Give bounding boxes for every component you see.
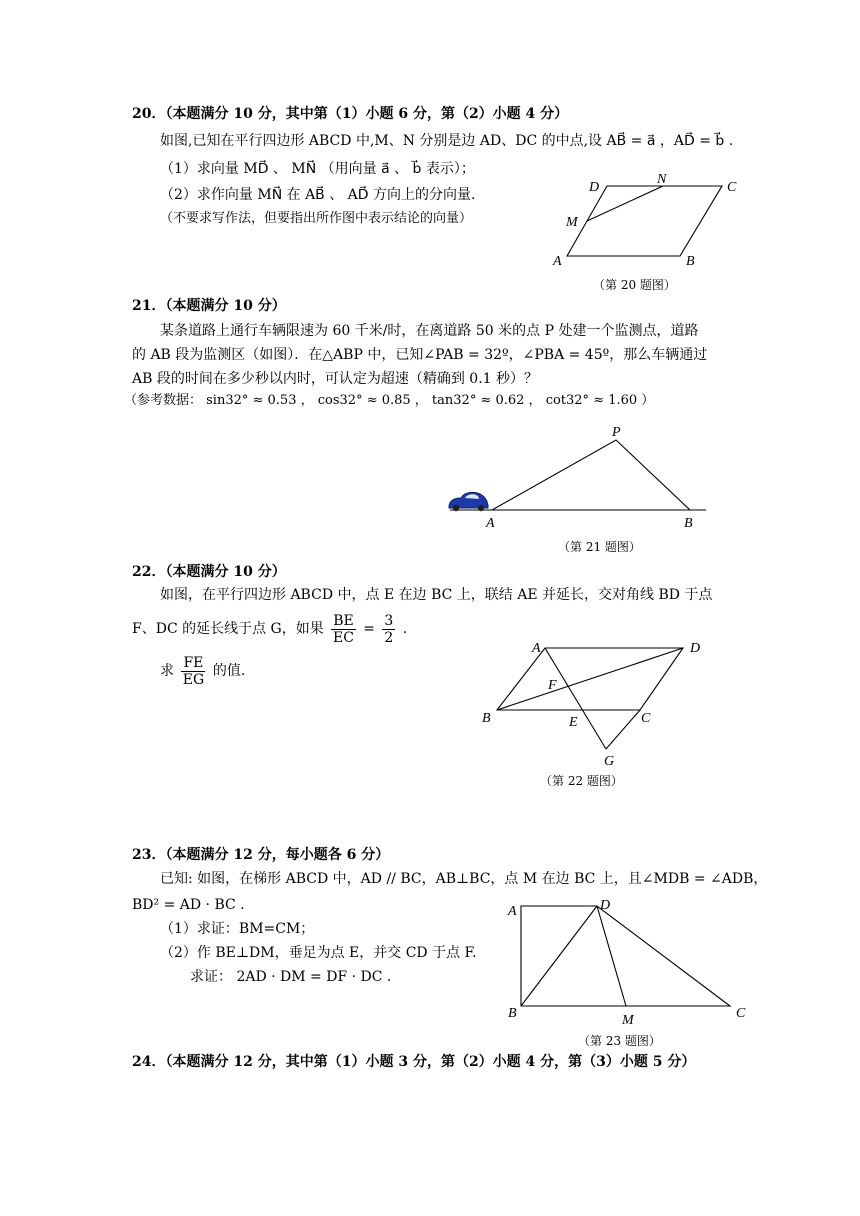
- diagonal-bd: [521, 906, 597, 1006]
- q24-header-text: ．（本题满分 12 分，其中第（1）小题 3 分，第（2）小题 4 分，第（3）小题 5 分）: [151, 1054, 696, 1070]
- q21-caption: （第 21 题图）: [558, 540, 641, 554]
- label-23-c: C: [736, 1006, 746, 1021]
- q23-line2: BD² = AD · BC .: [132, 897, 245, 913]
- q22-number: 22: [132, 564, 152, 580]
- ratio-fe-eg-numerator: FE: [183, 654, 204, 671]
- segment-dm: [597, 906, 626, 1006]
- ratio-value-denominator: 2: [384, 629, 394, 646]
- label-23-a: A: [508, 904, 517, 919]
- label-21-a: A: [486, 516, 495, 531]
- figure-21: [450, 440, 706, 510]
- q21-header-text: ．（本题满分 10 分）: [151, 298, 286, 314]
- q21-reference: （参考数据： sin32° ≈ 0.53 ， cos32° ≈ 0.85 ， tan32° ≈ 0.62 ， cot32° ≈ 1.60 ）: [124, 393, 655, 408]
- q23-number: 23: [132, 847, 152, 863]
- parallelogram-abcd: [567, 186, 722, 256]
- equals-sign: =: [363, 621, 375, 637]
- figure-22: [497, 648, 683, 749]
- q21-line1: 某条道路上通行车辆限速为 60 千米/时，在离道路 50 米的点 P 处建一个监测点，道路: [160, 323, 699, 339]
- label-20-d: D: [589, 180, 600, 195]
- q23-item3: 求证： 2AD · DM = DF · DC .: [190, 969, 392, 985]
- q22-line2-text: F、DC 的延长线于点 G，如果: [132, 621, 324, 637]
- label-21-p: P: [612, 425, 621, 440]
- q23-header-text: ．（本题满分 12 分，每小题各 6 分）: [151, 847, 390, 863]
- q22-line1: 如图，在平行四边形 ABCD 中，点 E 在边 BC 上，联结 AE 并延长，交对角线 BD 于点: [160, 587, 713, 603]
- ratio-fe-eg-denominator: EG: [182, 671, 205, 688]
- label-23-m: M: [622, 1013, 634, 1028]
- ratio-be-ec-denominator: EC: [332, 629, 354, 646]
- q22-ask-post: 的值.: [212, 663, 246, 679]
- label-20-n: N: [657, 172, 667, 187]
- q20-item1: （1）求向量 MD⃗ 、 MN⃗ （用向量 a⃗ 、 b⃗ 表示）；: [160, 161, 475, 177]
- label-22-a: A: [532, 641, 541, 656]
- q21-number: 21: [132, 298, 152, 314]
- q22-caption: （第 22 题图）: [540, 774, 623, 788]
- trapezoid-abcd: [521, 906, 730, 1006]
- label-22-b: B: [482, 711, 491, 726]
- label-20-m: M: [566, 215, 578, 230]
- q23-line1: 已知: 如图，在梯形 ABCD 中，AD // BC，AB⊥BC，点 M 在边 BC 上，且∠MDB = ∠ADB，: [160, 871, 768, 887]
- ratio-be-ec-numerator: BE: [333, 612, 354, 629]
- q22-ask-pre: 求: [160, 663, 174, 679]
- label-23-b: B: [508, 1006, 517, 1021]
- segment-ag: [545, 648, 606, 749]
- label-20-c: C: [727, 180, 737, 195]
- q20-line1: 如图,已知在平行四边形 ABCD 中,M、N 分别是边 AD、DC 的中点,设 AB⃗ = a⃗ ，AD⃗ = b⃗ .: [160, 133, 734, 149]
- q21-line2: 的 AB 段为监测区（如图）．在△ABP 中，已知∠PAB = 32º，∠PBA = 45º，那么车辆通过: [132, 347, 708, 363]
- q23-item2: （2）作 BE⊥DM，垂足为点 E，并交 CD 于点 F.: [160, 945, 477, 961]
- label-22-e: E: [569, 715, 578, 730]
- q22-header-text: ．（本题满分 10 分）: [151, 564, 286, 580]
- q21-line3: AB 段的时间在多少秒以内时，可认定为超速（精确到 0.1 秒）？: [132, 371, 539, 387]
- label-21-b: B: [684, 516, 693, 531]
- q20-item2: （2）求作向量 MN⃗ 在 AB⃗ 、 AD⃗ 方向上的分向量.: [160, 187, 476, 203]
- q23-caption: （第 23 题图）: [578, 1034, 661, 1048]
- q20-number: 20: [132, 106, 152, 122]
- q24-number: 24: [132, 1054, 152, 1070]
- segment-cg: [606, 710, 640, 749]
- label-22-f: F: [548, 678, 557, 693]
- q20-caption: （第 20 题图）: [593, 278, 676, 292]
- label-22-g: G: [604, 754, 615, 769]
- label-22-c: C: [641, 711, 651, 726]
- label-20-b: B: [686, 254, 695, 269]
- label-20-a: A: [553, 254, 562, 269]
- label-23-d: D: [600, 898, 611, 913]
- diagonal-bd: [497, 648, 683, 710]
- label-22-d: D: [690, 641, 701, 656]
- q23-item1: （1）求证：BM=CM；: [160, 921, 315, 937]
- q20-header-text: ．（本题满分 10 分，其中第（1）小题 6 分，第（2）小题 4 分）: [151, 106, 569, 122]
- car-icon: [449, 492, 488, 511]
- figure-20: [567, 186, 722, 256]
- q20-note: （不要求写作法，但要指出所作图中表示结论的向量）: [160, 211, 473, 226]
- triangle-abp: [492, 440, 690, 510]
- figure-23: [521, 906, 730, 1006]
- period: .: [402, 621, 408, 637]
- ratio-value-numerator: 3: [384, 612, 394, 629]
